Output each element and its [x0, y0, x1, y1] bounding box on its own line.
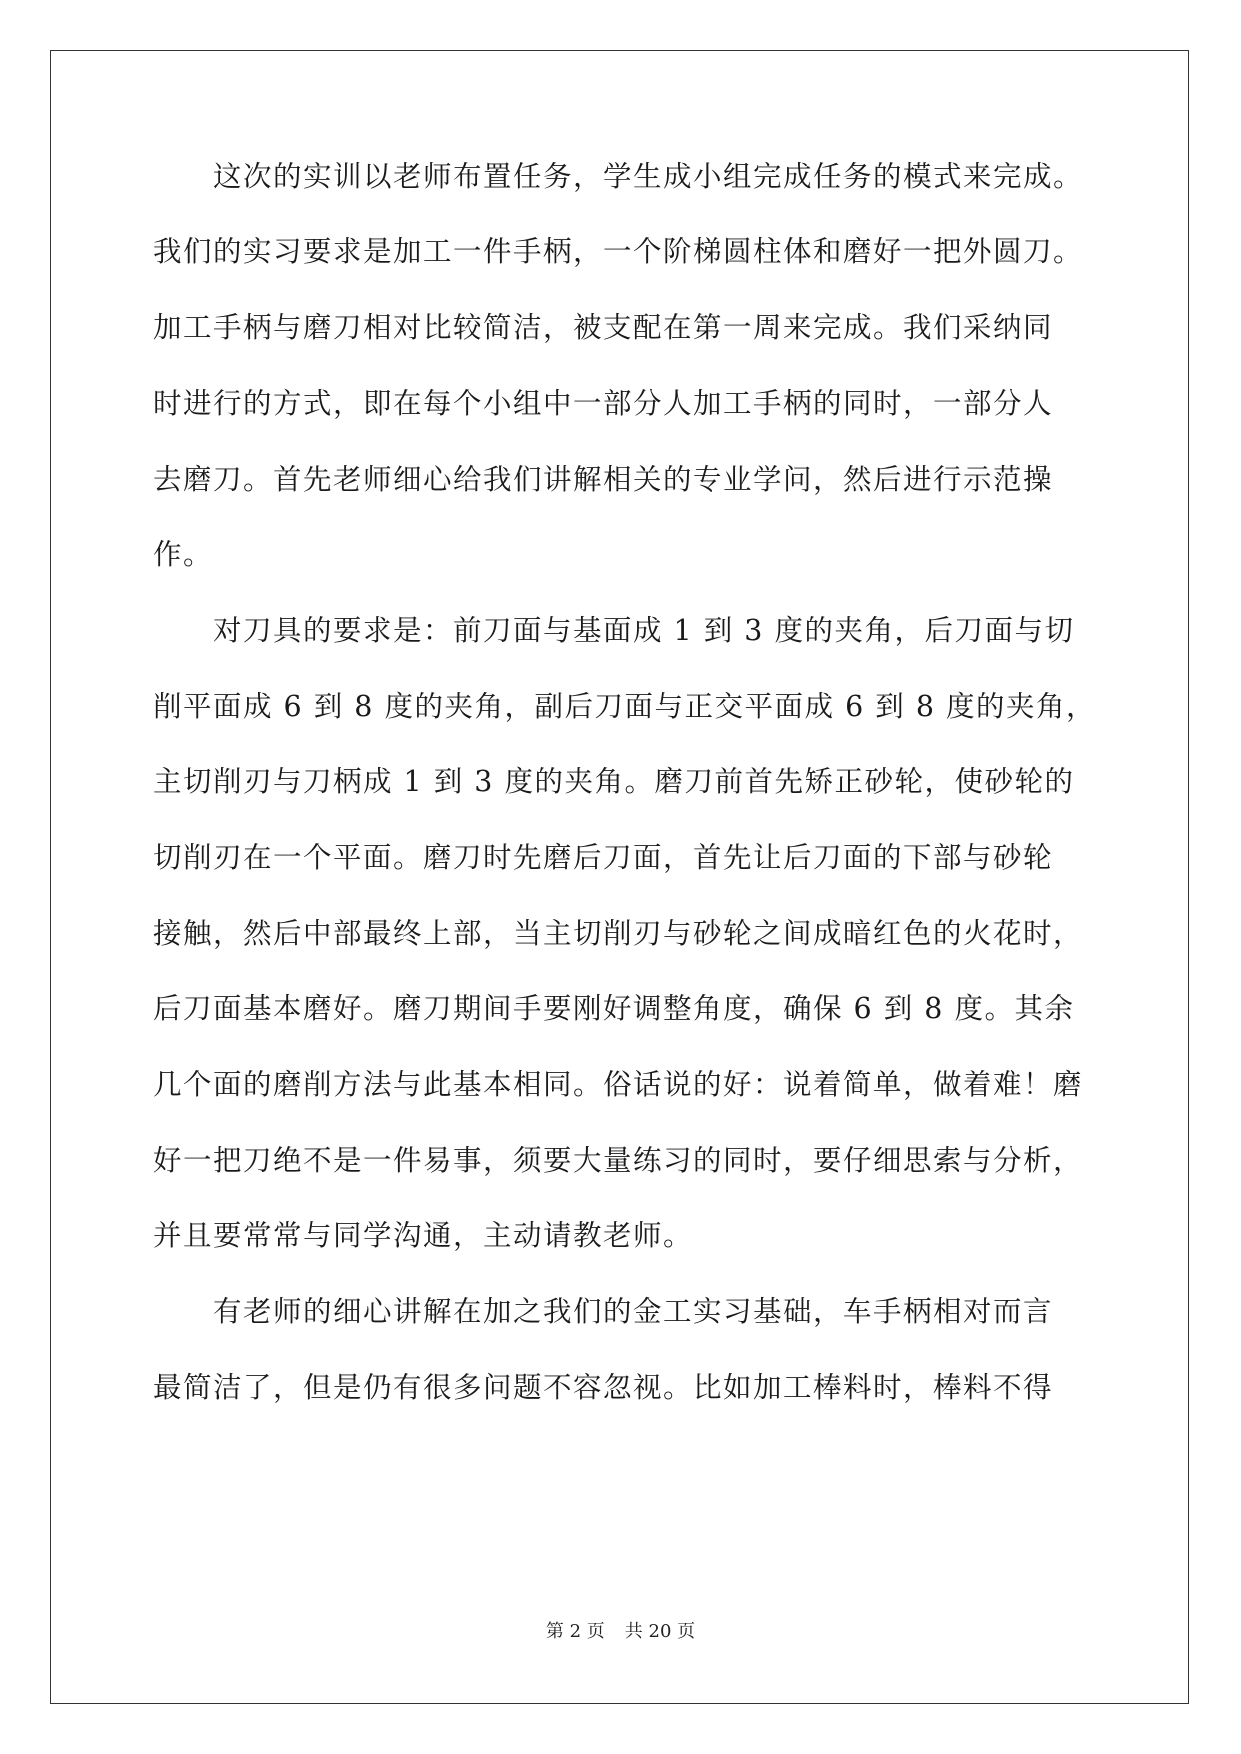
text-line: 对刀具的要求是：前刀面与基面成 1 到 3 度的夹角，后刀面与切 [153, 614, 1075, 647]
page-total: 共 20 页 [624, 1621, 696, 1642]
text-line: 几个面的磨削方法与此基本相同。俗话说的好：说着简单，做着难！磨 [153, 1068, 1084, 1101]
text-line: 去磨刀。首先老师细心给我们讲解相关的专业学问，然后进行示范操 [153, 463, 1054, 496]
text-line: 接触，然后中部最终上部，当主切削刃与砂轮之间成暗红色的火花时， [153, 917, 1084, 950]
text-line: 加工手柄与磨刀相对比较简洁，被支配在第一周来完成。我们采纳同 [153, 311, 1054, 344]
text-line: 好一把刀绝不是一件易事，须要大量练习的同时，要仔细思索与分析， [153, 1144, 1084, 1177]
page-number: 第 2 页 [545, 1621, 605, 1642]
text-line: 这次的实训以老师布置任务，学生成小组完成任务的模式来完成。 [153, 160, 1084, 193]
text-line: 最简洁了，但是仍有很多问题不容忽视。比如加工棒料时，棒料不得 [153, 1371, 1054, 1404]
text-line: 并且要常常与同学沟通，主动请教老师。 [153, 1219, 694, 1252]
text-line: 作。 [153, 538, 214, 571]
text-line: 削平面成 6 到 8 度的夹角，副后刀面与正交平面成 6 到 8 度的夹角， [153, 690, 1097, 723]
text-line: 后刀面基本磨好。磨刀期间手要刚好调整角度，确保 6 到 8 度。其余 [153, 992, 1075, 1025]
text-line: 有老师的细心讲解在加之我们的金工实习基础，车手柄相对而言 [153, 1295, 1054, 1328]
text-line: 我们的实习要求是加工一件手柄，一个阶梯圆柱体和磨好一把外圆刀。 [153, 235, 1084, 268]
text-line: 时进行的方式，即在每个小组中一部分人加工手柄的同时，一部分人 [153, 387, 1054, 420]
text-line: 切削刃在一个平面。磨刀时先磨后刀面，首先让后刀面的下部与砂轮 [153, 841, 1054, 874]
page-footer [0, 1620, 1241, 1644]
text-line: 主切削刃与刀柄成 1 到 3 度的夹角。磨刀前首先矫正砂轮，使砂轮的 [153, 765, 1075, 798]
